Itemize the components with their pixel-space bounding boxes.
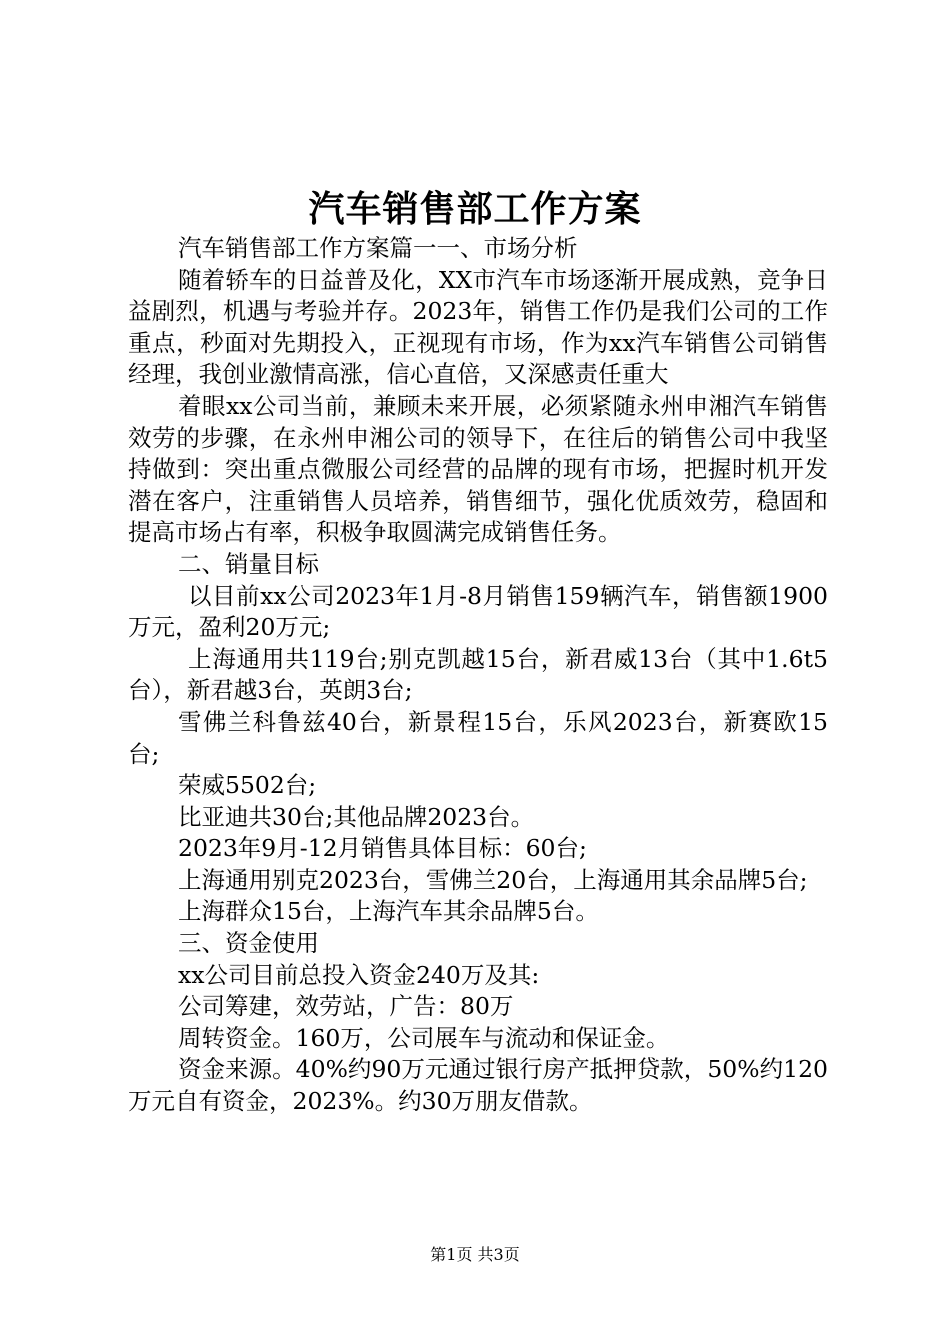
paragraph-sales-gm: 上海通用共119台;别克凯越15台，新君威13台（其中1.6t5台），新君越3台，英朗3台;	[128, 644, 828, 705]
paragraph-sales-byd: 比亚迪共30台;其他品牌2023台。	[178, 802, 535, 831]
paragraph-fund-setup: 公司筹建，效劳站，广告：80万	[178, 992, 514, 1021]
paragraph-sales-target-gm: 上海通用别克2023台，雪佛兰20台，上海通用其余品牌5台;	[178, 865, 808, 894]
paragraph-sales-target-period: 2023年9月-12月销售具体目标：60台;	[178, 834, 587, 863]
page-number: 第1页 共3页	[430, 1245, 520, 1264]
paragraph-sales-current: 以目前xx公司2023年1月-8月销售159辆汽车，销售额1900万元，盈利20万元;	[128, 581, 828, 642]
paragraph-sales-roewe: 荣威5502台;	[178, 771, 317, 800]
paragraph-fund-working: 周转资金。160万，公司展车与流动和保证金。	[178, 1023, 670, 1052]
section-heading-fund-usage: 三、资金使用	[178, 929, 319, 958]
paragraph-market-2: 着眼xx公司当前，兼顾未来开展，必须紧随永州申湘汽车销售效劳的步骤，在永州申湘公司的领导下，在往后的销售公司中我坚持做到：突出重点微服公司经营的品牌的现有市场，把握时机开发潜在客户，注重销售人员培养，销售细节，强化优质效劳，稳固和提高市场占有率，积极争取圆满完成销售任务。	[128, 391, 828, 547]
paragraph-sales-chevrolet: 雪佛兰科鲁兹40台，新景程15台，乐风2023台，新赛欧15台;	[128, 707, 828, 768]
document-title: 汽车销售部工作方案	[308, 188, 642, 230]
section-heading-sales-target: 二、销量目标	[178, 549, 319, 578]
paragraph-fund-source: 资金来源。40%约90万元通过银行房产抵押贷款，50%约120万元自有资金，2023%。约30万朋友借款。	[128, 1055, 828, 1116]
paragraph-market-1: 随着轿车的日益普及化，XX市汽车市场逐渐开展成熟，竞争日益剧烈，机遇与考验并存。2023年，销售工作仍是我们公司的工作重点，秒面对先期投入，正视现有市场，作为xx汽车销售公司销售经理，我创业激情高涨，信心直倍，又深感责任重大	[128, 265, 828, 389]
paragraph-sales-target-vw: 上海群众15台，上海汽车其余品牌5台。	[178, 897, 599, 926]
document-body	[128, 233, 828, 1118]
paragraph-intro: 汽车销售部工作方案篇一一、市场分析	[178, 234, 578, 262]
paragraph-fund-total: xx公司目前总投入资金240万及其:	[178, 960, 540, 989]
